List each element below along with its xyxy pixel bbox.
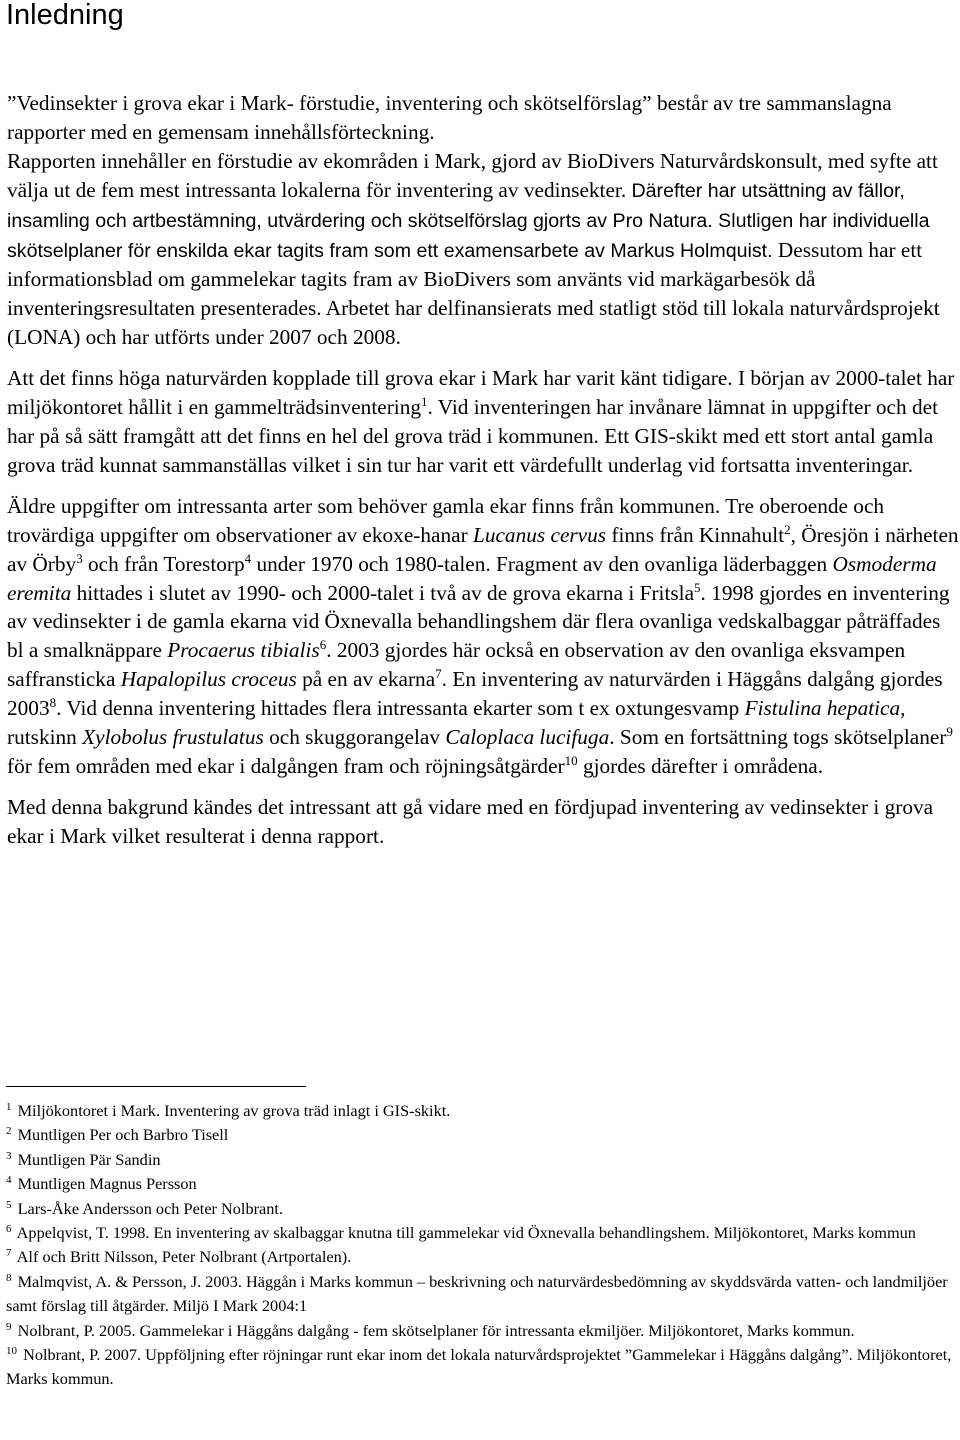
species-name: Caloplaca lucifuga — [445, 725, 610, 750]
species-name: Lucanus cervus — [472, 522, 607, 547]
footnote-number: 3 — [6, 1149, 12, 1162]
body-text — [7, 89, 960, 863]
footnote: $^2$ Muntligen Per och Barbro Tisell — [6, 1125, 229, 1145]
footnote-number: 4 — [6, 1174, 12, 1187]
species-name: Hapalopilus croceus — [120, 667, 297, 692]
footnote: $^9$ Nolbrant, P. 2005. Gammelekar i Häggåns dalgång - fem skötselplaner för intressanta ekmiljöer. Miljökontoret, Marks kommun. — [6, 1320, 855, 1340]
species-name: Osmoderma eremita — [7, 551, 937, 605]
footnote-number: 5 — [6, 1198, 12, 1211]
footnote-ref: 10 — [564, 752, 578, 768]
footnote: $^3$ Muntligen Pär Sandin — [6, 1149, 161, 1169]
species-name: Procaerus tibialis — [167, 638, 320, 663]
footnote-number: 2 — [6, 1125, 12, 1138]
page-heading: Inledning — [6, 0, 124, 31]
footnote-ref: 4 — [244, 550, 252, 566]
footnote-ref: 6 — [319, 637, 327, 653]
paragraph-species-records: Äldre uppgifter om intressanta arter som behöver gamla ekar finns från kommunen. Tre oberoende och trovärdiga uppgifter om observationer av ekoxe-hanar Lucanus cervus finns från Kinnahult$^2$, Öresjön i närheten av Örby$^3$ och från Torestorp$^4$ under 1970 och 1980-talen. Fragment av den ovanliga läderbaggen Osmoderma eremita hittades i slutet av 1990- och 2000-talet i två av de grova ekarna i Fritsla$^5$. 1998 gjordes en inventering av vedinsekter i de gamla ekarna vid Öxnevalla behandlingshem där flera ovanliga vedskalbaggar påträffades bl a smalknäppare Procaerus tibialis$^6$. 2003 gjordes här också en observation av den ovanliga eksvampen saffransticka Hapalopilus croceus på en av ekarna$^7$. En inventering av naturvärden i Häggåns dalgång gjordes 2003$^8$. Vid denna inventering hittades flera intressanta ekarter som t ex oxtungesvamp Fistulina hepatica, rutskinn Xylobolus frustulatus och skuggorangelav Caloplaca lucifuga. Som en fortsättning togs skötselplaner$^9$ för fem områden med ekar i dalgången fram och röjningsåtgärder$^{10}$ gjordes därefter i områdena. — [7, 493, 959, 778]
footnote: $^6$ Appelqvist, T. 1998. En inventering av skalbaggar knutna till gammelekar vid Öxnevalla behandlingshem. Miljökontoret, Marks kommun — [6, 1223, 916, 1243]
footnote-number: 1 — [6, 1101, 12, 1113]
footnote-number: 7 — [6, 1247, 12, 1260]
footnote-number: 6 — [6, 1223, 12, 1236]
paragraph-background: Att det finns höga naturvärden kopplade till grova ekar i Mark har varit känt tidigare. I början av 2000-talet har miljökontoret hållit i en gammelträdsinventering$^1$. Vid inventeringen har invånare lämnat in uppgifter och det har på så sätt framgått att det finns en hel del grova träd i kommunen. Ett GIS-skikt med ett stort antal gamla grova träd kunnat sammanställas vilket i sin tur har varit ett värdefullt underlag vid fortsatta inventeringar. — [7, 366, 955, 477]
footnote-number: 8 — [6, 1271, 12, 1284]
footnote-ref: 8 — [49, 695, 57, 711]
paragraph-conclusion: Med denna bakgrund kändes det intressant att gå vidare med en fördjupad inventering av vedinsekter i grova ekar i Mark vilket resulterat i denna rapport. — [7, 794, 934, 848]
footnote: $^1$ Miljökontoret i Mark. Inventering av grova träd inlagt i GIS-skikt. — [6, 1101, 451, 1120]
footnote-ref: 1 — [421, 394, 428, 410]
species-name: Fistulina hepatica — [744, 696, 901, 721]
footnote-ref: 5 — [694, 579, 701, 595]
footnote: $^8$ Malmqvist, A. & Persson, J. 2003. Häggån i Marks kommun – beskrivning och naturvärdesbedömning av skyddsvärda vatten- och landmiljöer samt förslag till åtgärder. Miljö I Mark 2004:1 — [6, 1271, 948, 1316]
footnote-number: 10 — [6, 1345, 17, 1358]
footnote-ref: 7 — [435, 666, 442, 682]
footnote-ref: 2 — [784, 521, 791, 537]
footnote-ref: 3 — [76, 550, 83, 566]
footnote: $^{10}$ Nolbrant, P. 2007. Uppföljning efter röjningar runt ekar inom det lokala naturvårdsprojektet ”Gammelekar i Häggåns dalgång”. Miljökontoret, Marks kommun. — [6, 1345, 952, 1389]
footnote: $^7$ Alf och Britt Nilsson, Peter Nolbrant (Artportalen). — [6, 1247, 352, 1267]
paragraph-report-contents: Rapporten innehåller en förstudie av ekområden i Mark, gjord av BioDivers Naturvårdskonsult, med syfte att välja ut de fem mest intressanta lokalerna för inventering av vedinsekter. Därefter har utsättning av fällor, insamling och artbestämning, utvärdering och skötselförslag gjorts av Pro Natura. Slutligen har individuella skötselplaner för enskilda ekar tagits fram som ett examensarbete av Markus Holmquist. Dessutom har ett informationsblad om gammelekar tagits fram av BioDivers som använts vid markägarbesök då inventeringsresultaten presenterades. Arbetet har delfinansierats med statligt stöd till lokala naturvårdsprojekt (LONA) och har utförts under 2007 och 2008. — [7, 148, 940, 350]
sans-segment: Därefter har utsättning av fällor, insamling och artbestämning, utvärdering och skötselförslag gjorts av Pro Natura. Slutligen har individuella skötselplaner för enskilda ekar tagits fram som ett examensarbete av Markus Holmquist. — [7, 179, 930, 262]
footnote-ref: 9 — [946, 724, 953, 740]
footnote-number: 9 — [6, 1320, 12, 1333]
footnote: $^5$ Lars-Åke Andersson och Peter Nolbrant. — [6, 1198, 283, 1218]
footnote-divider — [6, 1086, 306, 1087]
species-name: Xylobolus frustulatus — [82, 725, 264, 750]
footnotes — [6, 1099, 956, 1392]
paragraph-intro: ”Vedinsekter i grova ekar i Mark- förstudie, inventering och skötselförslag” består av tre sammanslagna rapporter med en gemensam innehållsförteckning. — [7, 91, 892, 144]
footnote: $^4$ Muntligen Magnus Persson — [6, 1174, 197, 1194]
